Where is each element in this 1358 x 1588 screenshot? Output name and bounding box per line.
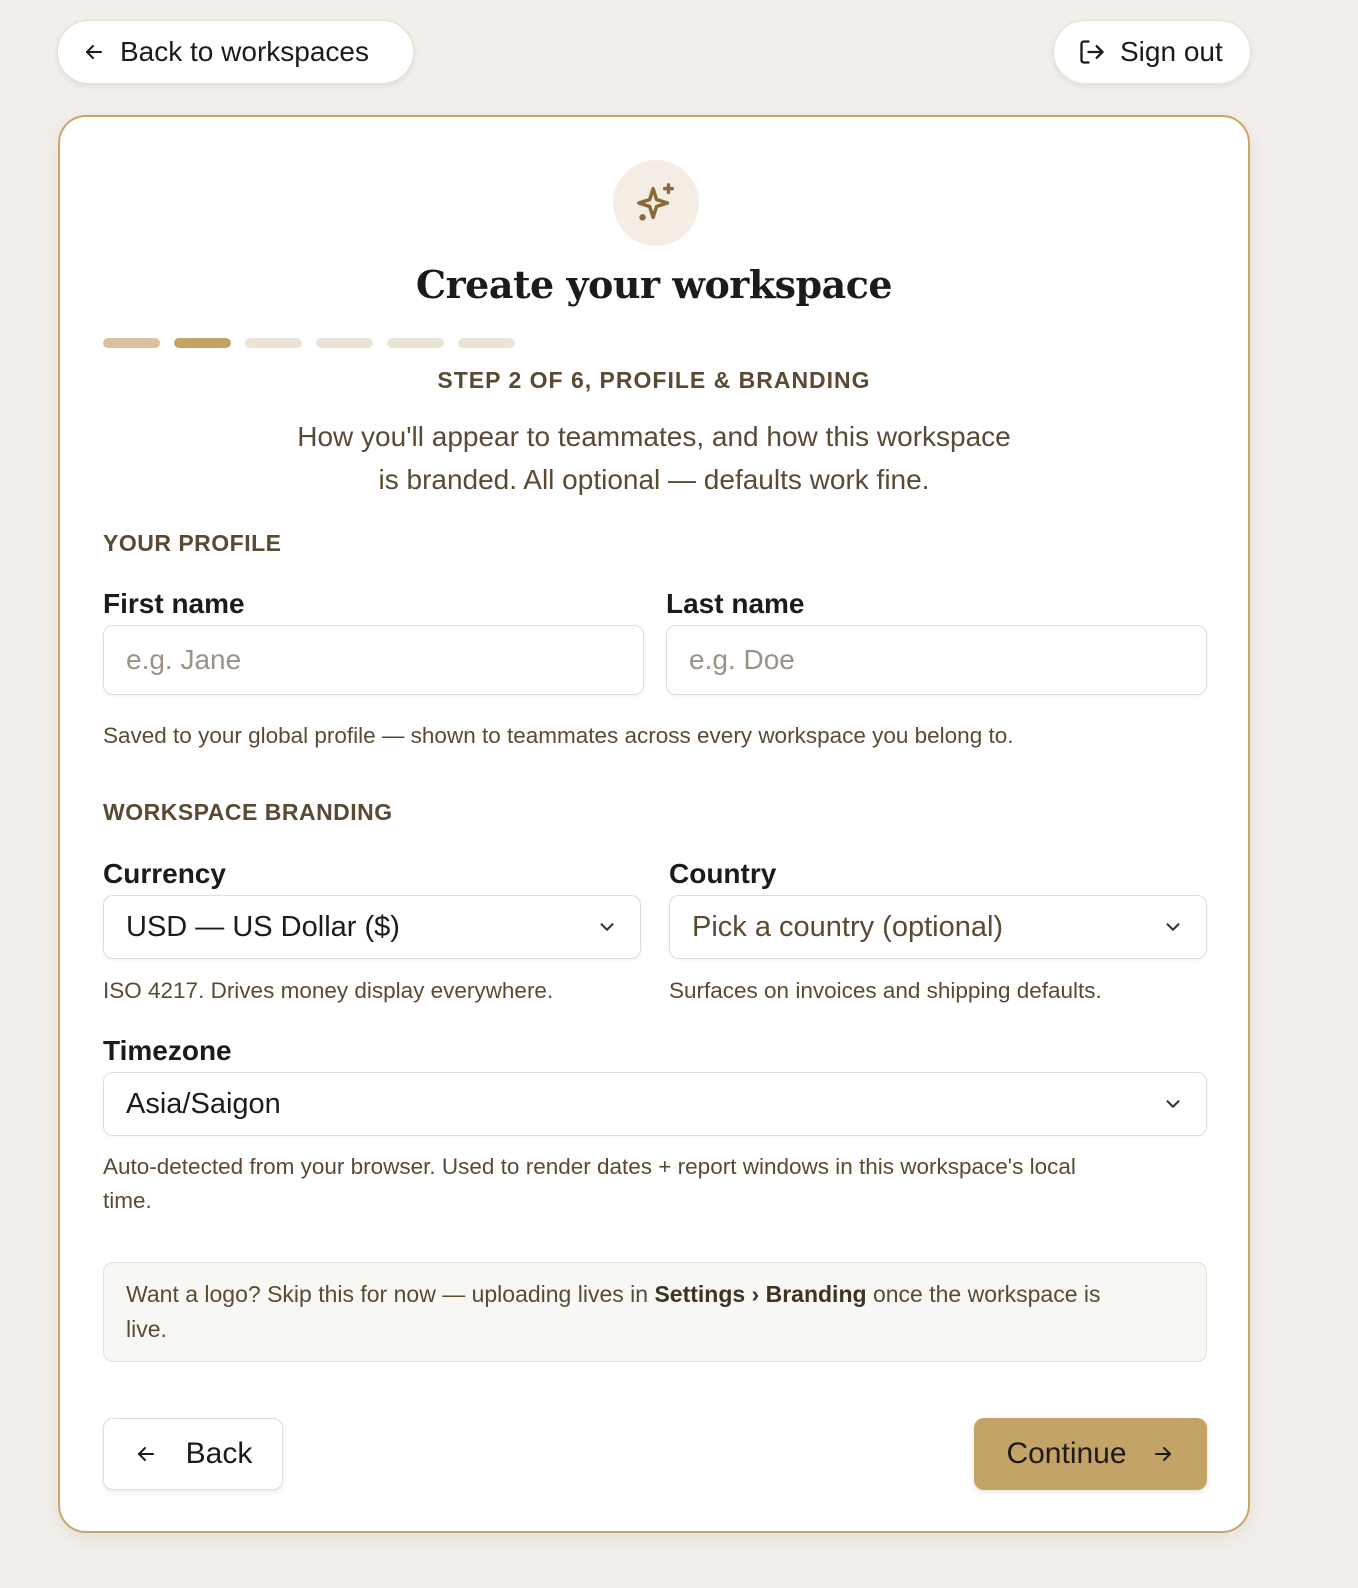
sign-out-label: Sign out [1120,36,1223,67]
logo-note-prefix: Want a logo? Skip this for now — uploading lives in [126,1281,655,1307]
progress-step-6 [458,338,515,348]
onboarding-card [58,115,1250,1533]
logo-note-line-2: live. [126,1316,167,1342]
timezone-help-line-1: Auto-detected from your browser. Used to render dates + report windows in this workspace's local [103,1154,1076,1179]
progress-step-5 [387,338,444,348]
section-workspace-branding: WORKSPACE BRANDING [103,799,393,825]
country-value: Pick a country (optional) [692,910,1004,943]
step-progress [103,338,529,348]
currency-label: Currency [103,858,226,889]
timezone-label: Timezone [103,1035,232,1066]
sign-out-button[interactable] [1053,20,1251,84]
first-name-label: First name [103,588,245,619]
chevron-down-icon [596,916,618,938]
last-name-input[interactable] [666,625,1207,695]
country-label: Country [669,858,777,889]
country-help-text: Surfaces on invoices and shipping defaults. [669,978,1102,1003]
settings-branding-link: Settings › Branding [654,1281,867,1307]
page-title: Create your workspace [415,262,893,307]
back-button-label: Back [185,1437,253,1470]
first-name-input[interactable] [103,625,644,695]
arrow-left-icon [134,1442,158,1466]
country-select[interactable] [669,895,1207,959]
chevron-down-icon [1162,1093,1184,1115]
back-button[interactable] [103,1418,283,1490]
continue-button[interactable] [974,1418,1207,1490]
profile-help-text: Saved to your global profile — shown to teammates across every workspace you belong to. [103,723,1014,748]
subtitle-line-2: is branded. All optional — defaults work fine. [378,464,930,495]
sparkles-icon [633,180,679,226]
timezone-value: Asia/Saigon [126,1087,281,1120]
currency-help-text: ISO 4217. Drives money display everywhere. [103,978,554,1003]
progress-step-1 [103,338,160,348]
arrow-left-icon [82,40,106,64]
back-to-workspaces-button[interactable] [57,20,414,84]
icon-badge [613,160,699,246]
timezone-help-text [103,1150,1213,1218]
currency-select[interactable] [103,895,641,959]
progress-step-4 [316,338,373,348]
last-name-label: Last name [666,588,805,619]
progress-step-2 [174,338,231,348]
timezone-select[interactable] [103,1072,1207,1136]
chevron-down-icon [1162,916,1184,938]
timezone-help-line-2: time. [103,1188,152,1213]
logo-note [103,1262,1207,1362]
step-label: STEP 2 OF 6, PROFILE & BRANDING [437,367,871,393]
page-subtitle [254,415,1054,501]
log-out-icon [1078,38,1106,66]
currency-value: USD — US Dollar ($) [126,910,400,943]
arrow-right-icon [1151,1442,1175,1466]
subtitle-line-1: How you'll appear to teammates, and how this workspace [297,421,1011,452]
progress-step-3 [245,338,302,348]
continue-button-label: Continue [1006,1437,1127,1470]
logo-note-suffix: once the workspace is [866,1281,1101,1307]
section-your-profile: YOUR PROFILE [103,530,282,556]
back-to-workspaces-label: Back to workspaces [120,36,369,67]
